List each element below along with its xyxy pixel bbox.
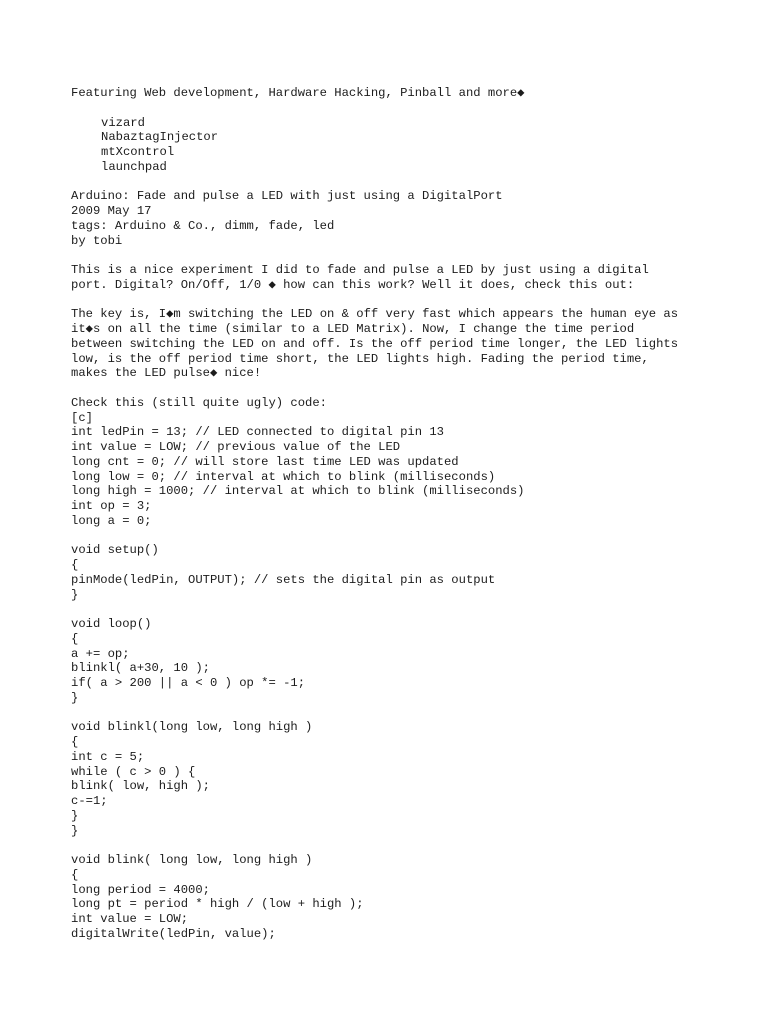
post-date: 2009 May 17 <box>71 204 152 218</box>
post-author: by tobi <box>71 233 123 248</box>
project-link-mtxcontrol[interactable]: mtXcontrol <box>101 145 175 159</box>
paragraph-line: low, is the off period time short, the LED lights high. Fading the period time, <box>71 351 649 366</box>
spacer <box>71 381 751 396</box>
spacer <box>71 706 751 721</box>
code-line: long a = 0; <box>71 513 152 528</box>
code-line: int ledPin = 13; // LED connected to digital pin 13 <box>71 425 444 440</box>
paragraph-line: This is a nice experiment I did to fade and pulse a LED by just using a digital <box>71 263 649 277</box>
code-line: int value = LOW; // previous value of the LED <box>71 440 401 454</box>
check-code-line: Check this (still quite ugly) code: <box>71 395 327 410</box>
code-line: int c = 5; <box>71 749 145 764</box>
code-line: { <box>71 558 79 572</box>
code-line: } <box>71 690 79 705</box>
post-tags: tags: Arduino & Co., dimm, fade, led <box>71 218 335 233</box>
project-link-vizard[interactable]: vizard <box>101 115 145 130</box>
spacer <box>71 248 751 263</box>
featuring-line: Featuring Web development, Hardware Hacking, Pinball and more◆ <box>71 86 525 100</box>
paragraph-line: between switching the LED on and off. Is the off period time longer, the LED lights <box>71 336 679 351</box>
paragraph-line: port. Digital? On/Off, 1/0 ◆ how can this work? Well it does, check this out: <box>71 277 635 292</box>
code-line: } <box>71 808 79 823</box>
spacer <box>71 175 751 190</box>
code-line: int op = 3; <box>71 499 152 513</box>
code-line: { <box>71 631 79 646</box>
code-line: if( a > 200 || a < 0 ) op *= -1; <box>71 676 306 690</box>
code-line: digitalWrite(ledPin, value); <box>71 926 276 941</box>
code-line: } <box>71 587 79 602</box>
code-line: { <box>71 867 79 882</box>
code-line: c-=1; <box>71 794 108 808</box>
document-body <box>71 86 751 942</box>
code-line: long cnt = 0; // will store last time LED was updated <box>71 454 459 469</box>
code-line: long low = 0; // interval at which to blink (milliseconds) <box>71 469 496 484</box>
code-line: int value = LOW; <box>71 912 189 926</box>
code-line: while ( c > 0 ) { <box>71 764 196 779</box>
code-line: long pt = period * high / (low + high ); <box>71 897 364 912</box>
code-line: void blink( long low, long high ) <box>71 853 313 867</box>
code-line: } <box>71 823 79 838</box>
spacer <box>71 529 751 544</box>
code-tag: [c] <box>71 410 93 425</box>
paragraph-line: makes the LED pulse◆ nice! <box>71 366 262 381</box>
project-link-launchpad[interactable]: launchpad <box>101 159 167 174</box>
spacer <box>71 101 751 116</box>
code-line: long high = 1000; // interval at which to blink (milliseconds) <box>71 484 525 499</box>
post-title[interactable]: Arduino: Fade and pulse a LED with just using a DigitalPort <box>71 189 503 204</box>
paragraph-line: it◆s on all the time (similar to a LED Matrix). Now, I change the time period <box>71 322 635 336</box>
spacer <box>71 838 751 853</box>
code-line: blink( low, high ); <box>71 779 210 794</box>
code-line: long period = 4000; <box>71 882 210 897</box>
code-line: { <box>71 735 79 749</box>
code-line: void loop() <box>71 617 152 631</box>
code-line: void blinkl(long low, long high ) <box>71 720 313 735</box>
code-line: void setup() <box>71 543 159 558</box>
code-line: blinkl( a+30, 10 ); <box>71 661 210 676</box>
spacer <box>71 293 751 308</box>
code-line: a += op; <box>71 646 130 661</box>
code-line: pinMode(ledPin, OUTPUT); // sets the digital pin as output <box>71 572 496 587</box>
spacer <box>71 602 751 617</box>
project-link-nabaztaginjector[interactable]: NabaztagInjector <box>101 130 219 145</box>
paragraph-line: The key is, I◆m switching the LED on & off very fast which appears the human eye as <box>71 307 679 322</box>
